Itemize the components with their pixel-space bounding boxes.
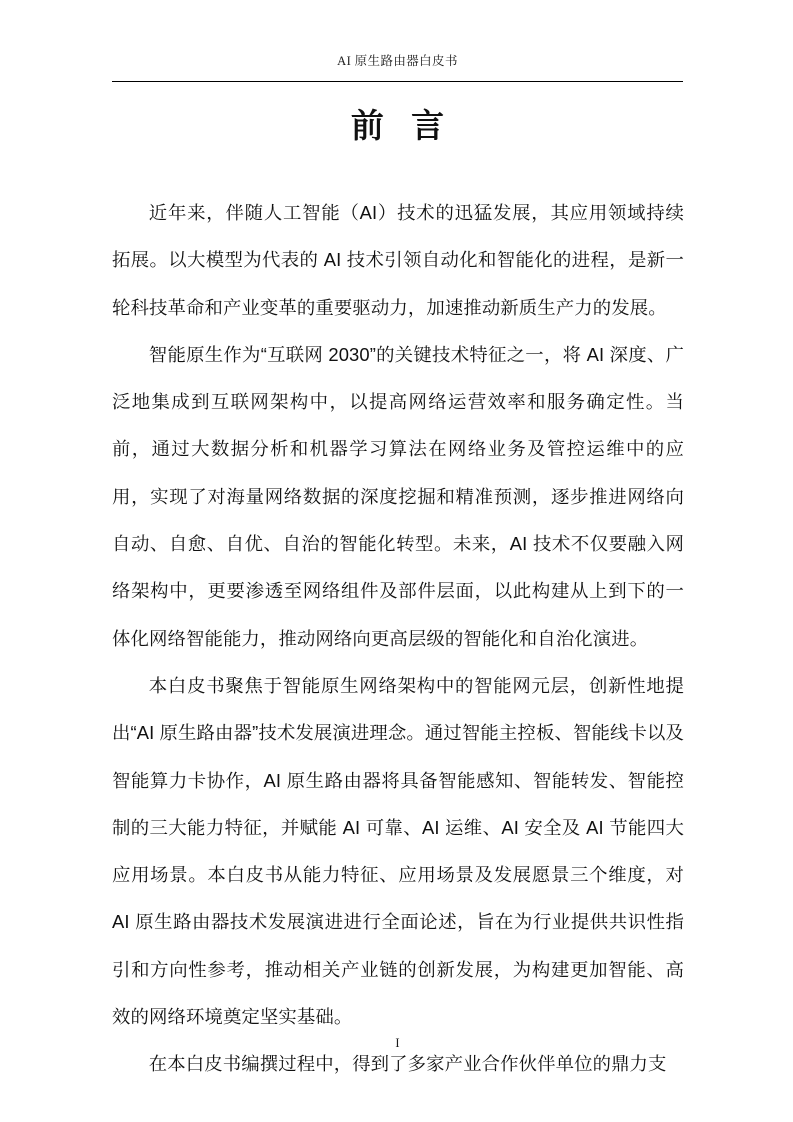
paragraph: 在本白皮书编撰过程中，得到了多家产业合作伙伴单位的鼎力支 bbox=[148, 1053, 667, 1075]
paragraph: 本白皮书聚焦于智能原生网络架构中的智能网元层，创新性地提出“AI 原生路由器”技术发展演进理念。通过智能主控板、智能线卡以及智能算力卡协作，AI 原生路由器将具备智能感知、智能转发、智能控制的三大能力特征，并赋能 AI 可靠、AI 运维、AI 安全及 AI 节能四大应用场景。本白皮书从能力特征、应用场景及发展愿景三个维度，对 AI 原生路由器技术发展演进进行全面论述，旨在为行业提供共识性指引和方向性参考，推动相关产业链的创新发展，为构建更加智能、高效的网络环境奠定坚实基础。 bbox=[112, 674, 684, 1028]
page-title: 前 言 bbox=[350, 107, 454, 144]
page-number: I bbox=[395, 1036, 400, 1050]
page-footer bbox=[112, 1034, 683, 1052]
running-header-title: AI 原生路由器白皮书 bbox=[337, 54, 458, 68]
paragraph: 近年来，伴随人工智能（AI）技术的迅猛发展，其应用领域持续拓展。以大模型为代表的 AI 技术引领自动化和智能化的进程，是新一轮科技革命和产业变革的重要驱动力，加速推动新质生产力的发展。 bbox=[112, 202, 684, 318]
header-divider-rule bbox=[112, 81, 683, 82]
running-header bbox=[112, 52, 683, 70]
paragraph: 智能原生作为“互联网 2030”的关键技术特征之一，将 AI 深度、广泛地集成到互联网架构中，以提高网络运营效率和服务确定性。当前，通过大数据分析和机器学习算法在网络业务及管控运维中的应用，实现了对海量网络数据的深度挖掘和精准预测，逐步推进网络向自动、自愈、自优、自治的智能化转型。未来，AI 技术不仅要融入网络架构中，更要渗透至网络组件及部件层面，以此构建从上到下的一体化网络智能能力，推动网络向更高层级的智能化和自治化演进。 bbox=[112, 343, 684, 649]
body-text-block bbox=[112, 189, 684, 1088]
